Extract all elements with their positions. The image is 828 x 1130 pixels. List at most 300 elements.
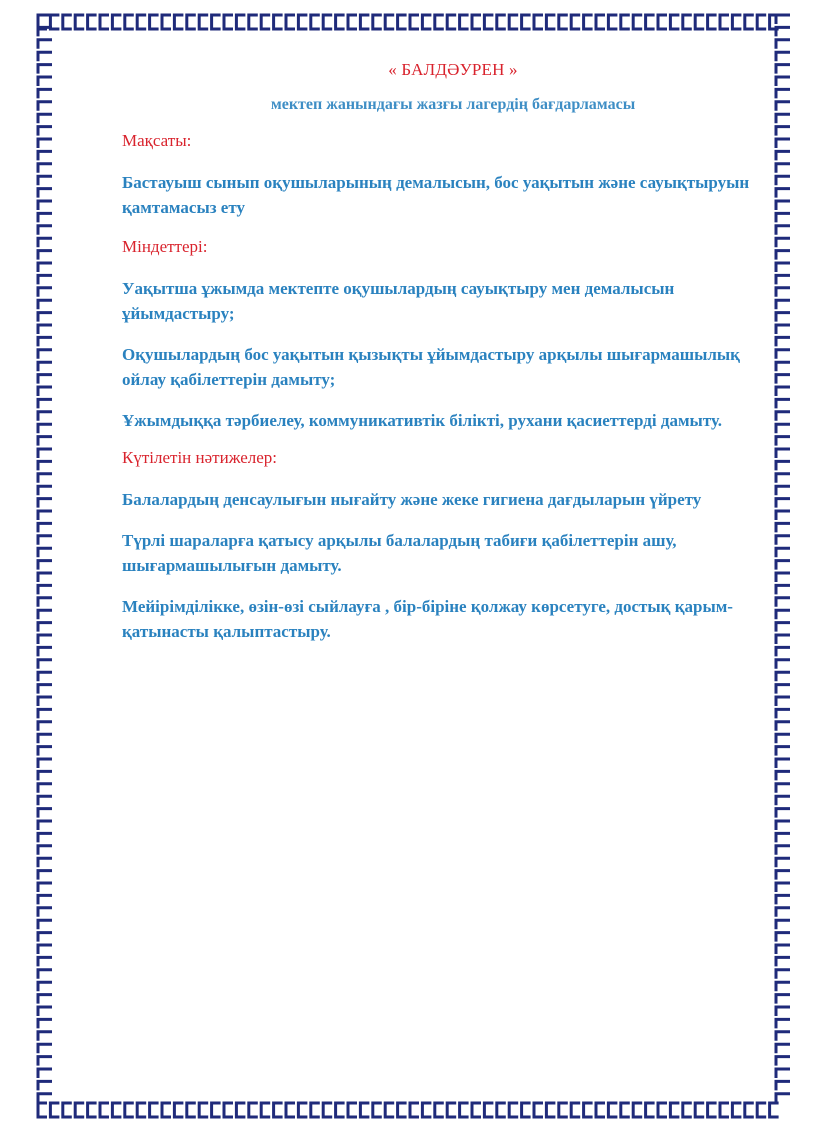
- border-motif: [38, 350, 52, 359]
- paragraph: Балалардың денсаулығын нығайту және жеке гигиена дағдыларын үйрету: [122, 490, 702, 509]
- border-motif: [224, 1103, 233, 1117]
- border-motif: [38, 908, 52, 917]
- border-motif: [323, 15, 332, 29]
- border-motif: [633, 1103, 642, 1117]
- border-motif: [38, 1019, 52, 1028]
- border-motif: [38, 1094, 52, 1103]
- border-motif: [776, 784, 790, 793]
- border-motif: [670, 15, 679, 29]
- border-motif: [38, 375, 52, 384]
- border-motif: [776, 995, 790, 1004]
- border-motif: [38, 1032, 52, 1041]
- border-motif: [571, 1103, 580, 1117]
- border-motif: [559, 15, 568, 29]
- border-motif: [38, 833, 52, 842]
- border-motif: [776, 40, 790, 49]
- border-motif: [608, 1103, 617, 1117]
- border-motif: [38, 610, 52, 619]
- border-motif: [776, 585, 790, 594]
- border-motif: [776, 883, 790, 892]
- border-motif: [38, 945, 52, 954]
- border-motif: [38, 809, 52, 818]
- border-motif: [38, 858, 52, 867]
- border-motif: [776, 982, 790, 991]
- border-motif: [596, 15, 605, 29]
- border-motif: [732, 1103, 741, 1117]
- border-motif: [88, 15, 97, 29]
- border-motif: [776, 139, 790, 148]
- border-motif: [776, 660, 790, 669]
- border-motif: [236, 1103, 245, 1117]
- border-motif: [38, 486, 52, 495]
- border-motif: [75, 15, 84, 29]
- border-motif: [776, 164, 790, 173]
- border-motif: [162, 1103, 171, 1117]
- border-motif: [38, 102, 52, 111]
- border-motif: [199, 15, 208, 29]
- border-motif: [261, 1103, 270, 1117]
- border-motif: [38, 213, 52, 222]
- border-motif: [38, 1007, 52, 1016]
- border-motif: [38, 449, 52, 458]
- border-motif: [38, 647, 52, 656]
- paragraph: Мейірімділікке, өзін-өзі сыйлауға , бір-біріне қолжау көрсетуге, достық қарым-қатынасты қалыптастыру.: [122, 597, 733, 641]
- border-motif: [274, 15, 283, 29]
- border-motif: [757, 1103, 766, 1117]
- border-motif: [100, 15, 109, 29]
- border-motif: [745, 1103, 754, 1117]
- border-motif: [621, 15, 630, 29]
- border-motif: [484, 1103, 493, 1117]
- border-motif: [497, 15, 506, 29]
- border-top-edge: [38, 15, 779, 29]
- border-motif: [38, 65, 52, 74]
- border-motif: [187, 1103, 196, 1117]
- border-motif: [360, 15, 369, 29]
- border-motif: [38, 127, 52, 136]
- border-motif: [38, 548, 52, 557]
- border-motif: [38, 89, 52, 98]
- border-motif: [776, 325, 790, 334]
- border-motif: [38, 585, 52, 594]
- border-motif: [776, 796, 790, 805]
- section-expected-results: [122, 447, 762, 644]
- border-motif: [348, 15, 357, 29]
- border-motif: [38, 27, 52, 36]
- border-motif: [776, 399, 790, 408]
- border-motif: [658, 1103, 667, 1117]
- border-motif: [212, 1103, 221, 1117]
- border-motif: [776, 65, 790, 74]
- border-motif: [137, 15, 146, 29]
- border-motif: [776, 771, 790, 780]
- document-body: [122, 60, 762, 660]
- border-motif: [373, 15, 382, 29]
- border-motif: [776, 759, 790, 768]
- border-motif: [776, 486, 790, 495]
- border-motif: [38, 275, 52, 284]
- border-motif: [112, 15, 121, 29]
- border-motif: [63, 15, 72, 29]
- border-motif: [38, 424, 52, 433]
- border-motif: [757, 15, 766, 29]
- border-motif: [38, 871, 52, 880]
- border-motif: [776, 449, 790, 458]
- border-motif: [38, 437, 52, 446]
- border-motif: [174, 15, 183, 29]
- border-motif: [38, 697, 52, 706]
- border-motif: [38, 337, 52, 346]
- border-motif: [38, 77, 52, 86]
- border-motif: [776, 908, 790, 917]
- border-motif: [398, 1103, 407, 1117]
- border-motif: [776, 213, 790, 222]
- border-motif: [38, 523, 52, 532]
- border-motif: [776, 920, 790, 929]
- border-motif: [497, 1103, 506, 1117]
- border-motif: [38, 536, 52, 545]
- border-motif: [38, 660, 52, 669]
- border-motif: [38, 821, 52, 830]
- border-motif: [646, 1103, 655, 1117]
- border-motif: [38, 883, 52, 892]
- border-motif: [745, 15, 754, 29]
- border-motif: [776, 189, 790, 198]
- border-motif: [776, 474, 790, 483]
- border-motif: [776, 610, 790, 619]
- border-motif: [38, 474, 52, 483]
- border-motif: [776, 1081, 790, 1090]
- border-motif: [38, 635, 52, 644]
- border-motif: [38, 1057, 52, 1066]
- border-motif: [776, 350, 790, 359]
- border-motif: [75, 1103, 84, 1117]
- border-motif: [38, 734, 52, 743]
- border-motif: [522, 1103, 531, 1117]
- border-motif: [776, 127, 790, 136]
- border-motif: [38, 114, 52, 123]
- border-motif: [776, 734, 790, 743]
- border-motif: [274, 1103, 283, 1117]
- paragraph: Оқушылардың бос уақытын қызықты ұйымдастыру арқылы шығармашылық ойлау қабілеттерін дамыту;: [122, 345, 740, 389]
- border-motif: [776, 437, 790, 446]
- border-motif: [776, 598, 790, 607]
- border-motif: [38, 1103, 47, 1117]
- border-motif: [298, 15, 307, 29]
- border-motif: [720, 1103, 729, 1117]
- border-motif: [683, 15, 692, 29]
- border-motif: [776, 263, 790, 272]
- border-motif: [776, 858, 790, 867]
- border-motif: [422, 1103, 431, 1117]
- border-motif: [776, 1032, 790, 1041]
- border-motif: [776, 635, 790, 644]
- border-motif: [776, 238, 790, 247]
- border-motif: [776, 1007, 790, 1016]
- section-tasks: [122, 236, 762, 433]
- border-motif: [410, 15, 419, 29]
- border-motif: [546, 15, 555, 29]
- paragraph: Ұжымдыққа тәрбиелеу, коммуникативтік білікті, рухани қасиеттерді дамыту.: [122, 411, 722, 430]
- border-left-edge: [38, 15, 52, 1103]
- paragraph: Түрлі шараларға қатысу арқылы балалардың табиғи қабілеттерін ашу, шығармашылығын дамыту.: [122, 531, 677, 575]
- border-motif: [38, 251, 52, 260]
- border-motif: [695, 15, 704, 29]
- border-motif: [38, 362, 52, 371]
- border-motif: [776, 102, 790, 111]
- border-motif: [38, 263, 52, 272]
- border-motif: [261, 15, 270, 29]
- border-motif: [776, 89, 790, 98]
- border-motif: [38, 313, 52, 322]
- section-heading: Мақсаты:: [122, 131, 192, 150]
- border-motif: [776, 933, 790, 942]
- border-motif: [776, 201, 790, 210]
- section-goals: [122, 130, 762, 220]
- border-motif: [38, 920, 52, 929]
- border-motif: [236, 15, 245, 29]
- border-motif: [112, 1103, 121, 1117]
- border-motif: [584, 15, 593, 29]
- border-motif: [38, 499, 52, 508]
- border-motif: [88, 1103, 97, 1117]
- border-motif: [38, 511, 52, 520]
- border-motif: [776, 536, 790, 545]
- border-motif: [38, 151, 52, 160]
- border-motif: [298, 1103, 307, 1117]
- border-motif: [38, 226, 52, 235]
- border-motif: [776, 27, 790, 36]
- border-motif: [776, 1044, 790, 1053]
- border-motif: [460, 1103, 469, 1117]
- document-title: « БАЛДӘУРЕН »: [388, 60, 518, 79]
- border-motif: [776, 685, 790, 694]
- border-motif: [720, 15, 729, 29]
- border-motif: [776, 387, 790, 396]
- border-motif: [776, 957, 790, 966]
- border-motif: [38, 300, 52, 309]
- border-motif: [63, 1103, 72, 1117]
- border-motif: [38, 771, 52, 780]
- border-motif: [38, 399, 52, 408]
- border-motif: [776, 176, 790, 185]
- border-motif: [385, 1103, 394, 1117]
- border-motif: [776, 1094, 790, 1103]
- border-motif: [776, 15, 790, 24]
- border-motif: [776, 412, 790, 421]
- border-motif: [776, 895, 790, 904]
- border-motif: [38, 412, 52, 421]
- border-motif: [596, 1103, 605, 1117]
- border-motif: [776, 226, 790, 235]
- border-motif: [38, 796, 52, 805]
- border-motif: [38, 288, 52, 297]
- border-motif: [776, 424, 790, 433]
- border-motif: [38, 623, 52, 632]
- border-motif: [150, 1103, 159, 1117]
- border-motif: [38, 747, 52, 756]
- border-motif: [174, 1103, 183, 1117]
- border-motif: [776, 300, 790, 309]
- border-motif: [224, 15, 233, 29]
- border-motif: [776, 114, 790, 123]
- border-motif: [522, 15, 531, 29]
- border-motif: [776, 709, 790, 718]
- border-motif: [249, 15, 258, 29]
- border-motif: [398, 15, 407, 29]
- border-motif: [646, 15, 655, 29]
- border-motif: [38, 784, 52, 793]
- border-motif: [38, 1069, 52, 1078]
- border-motif: [776, 375, 790, 384]
- border-motif: [38, 325, 52, 334]
- border-motif: [38, 982, 52, 991]
- border-right-edge: [776, 15, 790, 1103]
- border-motif: [38, 1044, 52, 1053]
- border-motif: [776, 461, 790, 470]
- border-motif: [460, 15, 469, 29]
- border-motif: [776, 821, 790, 830]
- border-motif: [776, 313, 790, 322]
- border-motif: [38, 995, 52, 1004]
- border-motif: [38, 970, 52, 979]
- border-motif: [422, 15, 431, 29]
- border-motif: [776, 1019, 790, 1028]
- border-motif: [776, 151, 790, 160]
- border-motif: [776, 722, 790, 731]
- border-motif: [410, 1103, 419, 1117]
- border-motif: [776, 647, 790, 656]
- border-motif: [776, 1057, 790, 1066]
- border-motif: [776, 548, 790, 557]
- border-motif: [447, 15, 456, 29]
- border-motif: [776, 251, 790, 260]
- border-motif: [38, 672, 52, 681]
- border-motif: [336, 15, 345, 29]
- border-motif: [658, 15, 667, 29]
- border-motif: [38, 139, 52, 148]
- border-motif: [776, 499, 790, 508]
- border-motif: [38, 598, 52, 607]
- border-motif: [435, 1103, 444, 1117]
- border-motif: [776, 511, 790, 520]
- border-motif: [447, 1103, 456, 1117]
- border-motif: [249, 1103, 258, 1117]
- border-motif: [38, 40, 52, 49]
- border-motif: [38, 573, 52, 582]
- border-motif: [38, 1081, 52, 1090]
- border-motif: [311, 1103, 320, 1117]
- border-motif: [670, 1103, 679, 1117]
- border-motif: [472, 1103, 481, 1117]
- border-motif: [534, 15, 543, 29]
- border-motif: [776, 561, 790, 570]
- border-motif: [38, 957, 52, 966]
- border-motif: [38, 759, 52, 768]
- border-motif: [708, 15, 717, 29]
- border-motif: [776, 275, 790, 284]
- border-motif: [38, 895, 52, 904]
- border-motif: [546, 1103, 555, 1117]
- border-motif: [125, 15, 134, 29]
- border-motif: [776, 362, 790, 371]
- border-motif: [286, 1103, 295, 1117]
- border-motif: [38, 685, 52, 694]
- border-bottom-edge: [38, 1103, 779, 1117]
- section-heading: Міндеттері:: [122, 237, 208, 256]
- border-motif: [776, 573, 790, 582]
- border-motif: [472, 15, 481, 29]
- border-motif: [348, 1103, 357, 1117]
- border-motif: [621, 1103, 630, 1117]
- border-motif: [559, 1103, 568, 1117]
- border-motif: [776, 970, 790, 979]
- border-motif: [633, 15, 642, 29]
- border-motif: [776, 337, 790, 346]
- border-motif: [38, 461, 52, 470]
- border-motif: [484, 15, 493, 29]
- border-motif: [38, 846, 52, 855]
- border-motif: [199, 1103, 208, 1117]
- border-motif: [776, 697, 790, 706]
- border-motif: [373, 1103, 382, 1117]
- border-motif: [162, 15, 171, 29]
- border-motif: [770, 1103, 779, 1117]
- border-motif: [776, 809, 790, 818]
- border-motif: [336, 1103, 345, 1117]
- border-motif: [187, 15, 196, 29]
- border-motif: [38, 164, 52, 173]
- border-motif: [323, 1103, 332, 1117]
- border-motif: [608, 15, 617, 29]
- border-motif: [38, 933, 52, 942]
- border-motif: [150, 15, 159, 29]
- border-motif: [38, 189, 52, 198]
- border-motif: [38, 238, 52, 247]
- border-motif: [708, 1103, 717, 1117]
- border-motif: [776, 288, 790, 297]
- border-motif: [776, 52, 790, 61]
- border-motif: [286, 15, 295, 29]
- border-motif: [435, 15, 444, 29]
- border-motif: [137, 1103, 146, 1117]
- paragraph: Бастауыш сынып оқушыларының демалысын, бос уақытын және сауықтыруын қамтамасыз ету: [122, 173, 750, 217]
- border-motif: [50, 1103, 59, 1117]
- border-motif: [38, 176, 52, 185]
- border-motif: [534, 1103, 543, 1117]
- border-motif: [38, 387, 52, 396]
- border-motif: [385, 15, 394, 29]
- border-motif: [732, 15, 741, 29]
- border-motif: [38, 709, 52, 718]
- border-motif: [776, 77, 790, 86]
- border-motif: [100, 1103, 109, 1117]
- border-motif: [776, 672, 790, 681]
- border-motif: [776, 623, 790, 632]
- border-motif: [212, 15, 221, 29]
- border-motif: [38, 52, 52, 61]
- paragraph: Уақытша ұжымда мектепте оқушылардың сауықтыру мен демалысын ұйымдастыру;: [122, 279, 675, 323]
- border-motif: [776, 523, 790, 532]
- border-motif: [776, 747, 790, 756]
- border-motif: [584, 1103, 593, 1117]
- border-motif: [776, 945, 790, 954]
- border-motif: [509, 1103, 518, 1117]
- border-motif: [38, 722, 52, 731]
- section-heading: Күтілетін нәтижелер:: [122, 448, 278, 467]
- border-motif: [776, 846, 790, 855]
- border-motif: [360, 1103, 369, 1117]
